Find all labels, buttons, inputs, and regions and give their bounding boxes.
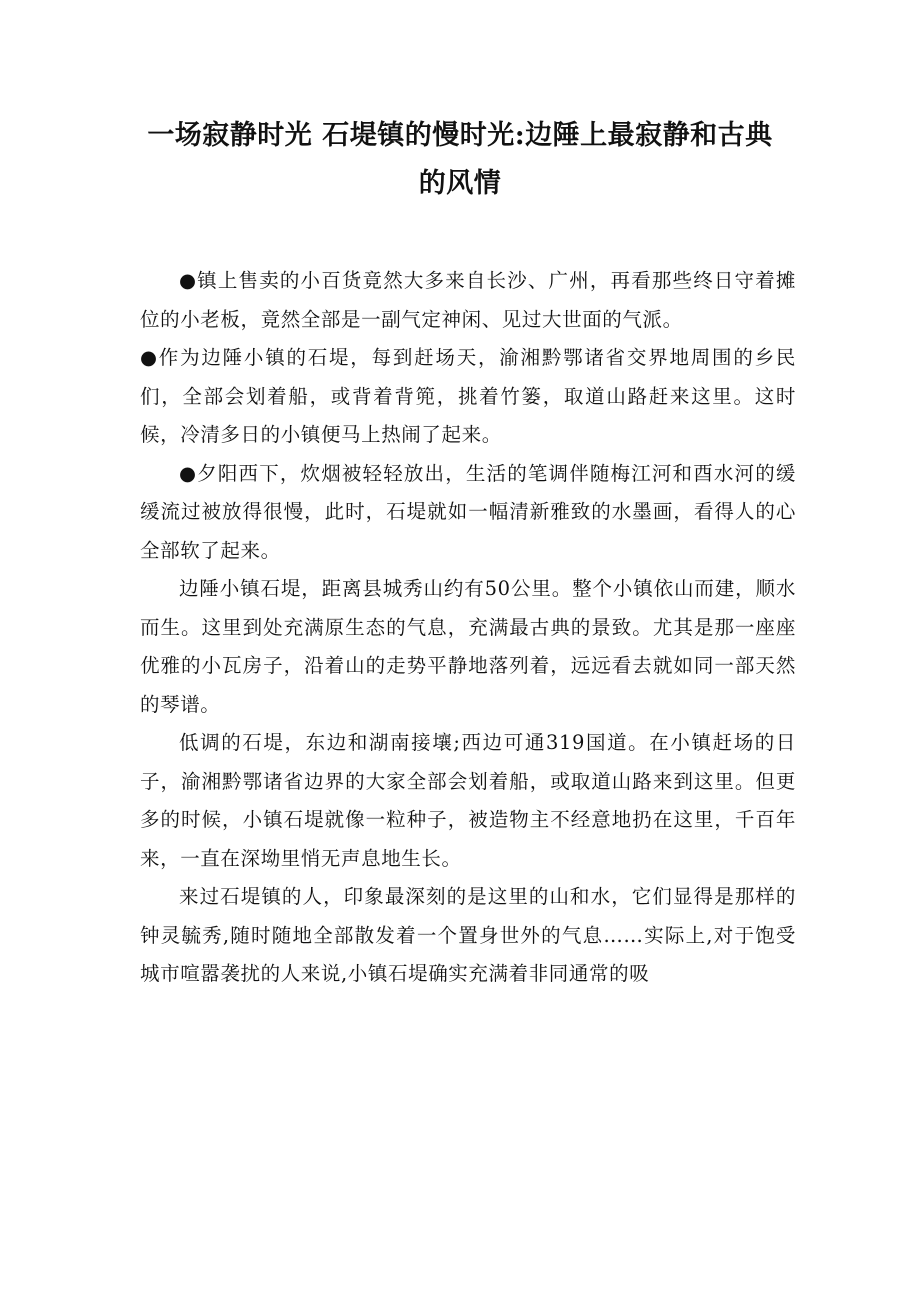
paragraph-6: 来过石堤镇的人，印象最深刻的是这里的山和水，它们显得是那样的钟灵毓秀,随时随地全部散发着一个置身世外的气息……实际上,对于饱受城市喧嚣袭扰的人来说,小镇石堤确实充满着非同通常的吸: [140, 885, 796, 985]
paragraph-3: ●夕阳西下，炊烟被轻轻放出，生活的笔调伴随梅江河和酉水河的缓缓流过被放得很慢，此时，石堤就如一幅清新雅致的水墨画，看得人的心全部软了起来。: [140, 461, 796, 562]
paragraph-1: ●镇上售卖的小百货竟然大多来自长沙、广州，再看那些终日守着摊位的小老板，竟然全部是一副气定神闲、见过大世面的气派。: [140, 269, 796, 331]
paragraph-4: 边陲小镇石堤，距离县城秀山约有50公里。整个小镇依山而建，顺水而生。这里到处充满原生态的气息，充满最古典的景致。尤其是那一座座优雅的小瓦房子，沿着山的走势平静地落列着，远远看去就如同一部天然的琴谱。: [140, 577, 796, 716]
document-body: [140, 262, 796, 994]
paragraph-2: ●作为边陲小镇的石堤，每到赶场天，渝湘黔鄂诸省交界地周围的乡民们，全部会划着船，或背着背篼，挑着竹篓，取道山路赶来这里。这时候，冷清多日的小镇便马上热闹了起来。: [140, 346, 796, 446]
document-title: 一场寂静时光 石堤镇的慢时光:边陲上最寂静和古典的风情: [147, 120, 773, 199]
paragraph-5: 低调的石堤，东边和湖南接壤;西边可通319国道。在小镇赶场的日子，渝湘黔鄂诸省边界的大家全部会划着船，或取道山路来到这里。但更多的时候，小镇石堤就像一粒种子，被造物主不经意地扔在这里，千百年来，一直在深坳里悄无声息地生长。: [140, 731, 796, 870]
